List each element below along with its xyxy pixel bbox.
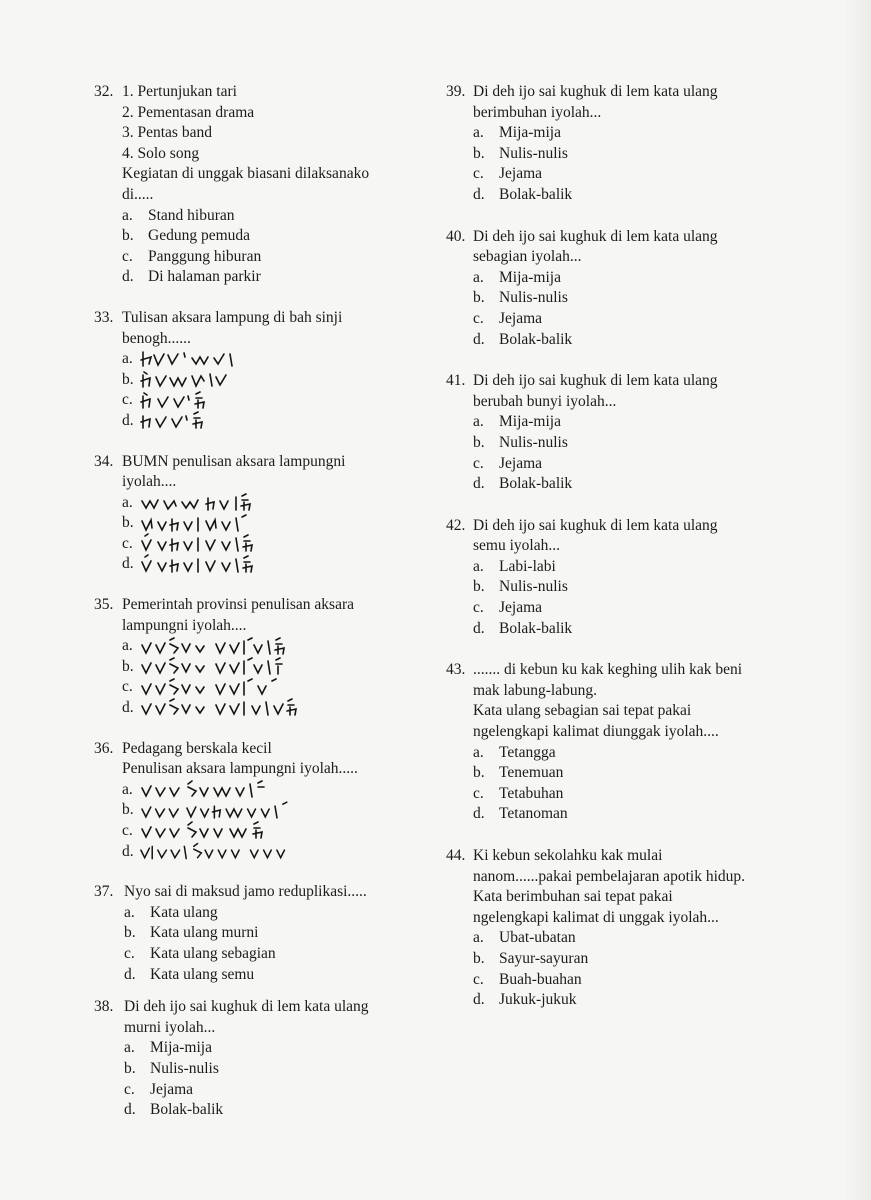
option-letter: c. bbox=[473, 784, 484, 802]
answer-option bbox=[122, 677, 394, 698]
option-text: Ubat-ubatan bbox=[499, 929, 576, 947]
option-letter: c. bbox=[122, 678, 133, 696]
option-letter: c. bbox=[473, 454, 484, 472]
answer-option bbox=[122, 267, 394, 288]
option-letter: d. bbox=[124, 1101, 136, 1119]
lampung-script-handwriting bbox=[139, 841, 394, 863]
lampung-script-handwriting bbox=[140, 800, 394, 822]
question-number: 39. bbox=[446, 83, 466, 100]
option-letter: d. bbox=[122, 842, 134, 860]
lampung-script-handwriting bbox=[140, 492, 300, 514]
answer-option bbox=[122, 636, 394, 657]
answer-option bbox=[473, 164, 746, 185]
answer-option bbox=[122, 780, 394, 801]
option-text: Mija-mija bbox=[150, 1039, 212, 1057]
left-column bbox=[94, 80, 394, 1121]
answer-option bbox=[122, 513, 394, 534]
answer-option bbox=[473, 309, 746, 330]
option-letter: b. bbox=[122, 657, 134, 675]
answer-option bbox=[473, 433, 746, 454]
lampung-script-handwriting bbox=[140, 697, 370, 719]
lampung-script-handwriting bbox=[140, 820, 380, 842]
option-text: Jukuk-jukuk bbox=[499, 991, 577, 1009]
question-number: 32. bbox=[94, 83, 114, 100]
lampung-script-handwriting bbox=[140, 390, 270, 412]
option-text: Bolak-balik bbox=[499, 619, 573, 637]
option-letter: d. bbox=[122, 268, 134, 286]
option-text: Bolak-balik bbox=[499, 185, 573, 203]
option-letter: a. bbox=[473, 743, 484, 761]
option-text: Nulis-nulis bbox=[499, 433, 568, 451]
option-letter: b. bbox=[122, 801, 134, 819]
answer-option bbox=[122, 842, 394, 863]
answer-option bbox=[473, 804, 746, 825]
answer-option bbox=[124, 944, 394, 965]
option-letter: c. bbox=[122, 822, 133, 839]
option-text: Tetanoman bbox=[499, 805, 568, 823]
lampung-script-handwriting bbox=[140, 533, 300, 555]
answer-option bbox=[473, 784, 746, 805]
question-39 bbox=[446, 82, 746, 206]
question-number: 37. bbox=[94, 883, 114, 901]
option-text: Di halaman parkir bbox=[148, 268, 261, 286]
answer-option bbox=[473, 619, 746, 640]
option-letter: c. bbox=[124, 1080, 135, 1098]
option-text: Buah-buahan bbox=[499, 970, 582, 988]
answer-option bbox=[473, 144, 746, 165]
option-text: Nulis-nulis bbox=[150, 1059, 219, 1077]
question-38 bbox=[94, 997, 394, 1121]
list-item: 1. Pertunjukan tari bbox=[122, 83, 237, 100]
answer-option bbox=[122, 534, 394, 555]
answer-option bbox=[473, 185, 746, 206]
option-letter: c. bbox=[473, 599, 484, 617]
option-letter: d. bbox=[473, 619, 485, 637]
answer-option bbox=[473, 454, 746, 475]
option-letter: b. bbox=[124, 1059, 136, 1077]
option-letter: b. bbox=[473, 764, 485, 782]
lampung-script-handwriting bbox=[140, 656, 370, 678]
option-letter: b. bbox=[473, 144, 485, 162]
answer-option bbox=[122, 411, 394, 432]
question-stem: Tulisan aksara lampung di bah sinji benogh...... bbox=[122, 308, 343, 347]
answer-option bbox=[124, 903, 394, 924]
page-edge-shadow bbox=[843, 0, 871, 1200]
answer-option bbox=[124, 1038, 394, 1059]
answer-option bbox=[122, 698, 394, 719]
option-letter: b. bbox=[473, 578, 485, 596]
answer-option bbox=[124, 1059, 394, 1080]
list-item: 2. Pementasan drama bbox=[122, 103, 255, 121]
option-letter: a. bbox=[124, 1039, 135, 1057]
question-stem: Kegiatan di unggak biasani dilaksanako di..... bbox=[122, 165, 370, 203]
option-letter: c. bbox=[473, 309, 484, 327]
option-letter: c. bbox=[473, 165, 484, 183]
option-letter: d. bbox=[473, 805, 485, 823]
answer-option bbox=[122, 493, 394, 514]
option-letter: b. bbox=[473, 433, 485, 451]
option-text: Kata ulang bbox=[150, 903, 218, 921]
question-number: 43. bbox=[446, 661, 466, 679]
option-text: Gedung pemuda bbox=[148, 227, 251, 245]
option-text: Jejama bbox=[499, 599, 543, 617]
option-letter: a. bbox=[124, 903, 135, 921]
option-text: Mija-mija bbox=[499, 268, 561, 286]
answer-option bbox=[122, 226, 394, 247]
option-letter: a. bbox=[473, 557, 484, 575]
answer-option bbox=[122, 206, 394, 227]
option-text: Nulis-nulis bbox=[499, 289, 568, 307]
option-letter: b. bbox=[124, 924, 136, 942]
option-text: Panggung hiburan bbox=[148, 247, 262, 265]
question-33 bbox=[94, 308, 394, 432]
option-text: Jejama bbox=[499, 454, 543, 472]
option-letter: a. bbox=[122, 780, 133, 798]
answer-option bbox=[124, 1100, 394, 1121]
option-text: Bolak-balik bbox=[499, 330, 573, 348]
option-text: Jejama bbox=[499, 309, 543, 327]
lampung-script-handwriting bbox=[140, 779, 380, 801]
question-number: 42. bbox=[446, 516, 466, 534]
question-stem: Di deh ijo sai kughuk di lem kata ulang murni iyolah... bbox=[124, 998, 369, 1036]
lampung-script-handwriting bbox=[140, 636, 370, 658]
question-35 bbox=[94, 595, 394, 719]
option-text: Kata ulang semu bbox=[150, 965, 255, 983]
option-text: Bolak-balik bbox=[499, 475, 573, 493]
answer-option bbox=[473, 123, 746, 144]
question-number: 40. bbox=[446, 227, 466, 245]
option-letter: c. bbox=[122, 247, 133, 265]
option-text: Tetabuhan bbox=[499, 784, 564, 802]
option-letter: a. bbox=[122, 206, 133, 224]
option-letter: b. bbox=[122, 227, 134, 245]
option-letter: d. bbox=[473, 475, 485, 493]
question-41 bbox=[446, 371, 746, 495]
option-text: Bolak-balik bbox=[150, 1101, 224, 1119]
option-letter: d. bbox=[473, 185, 485, 203]
option-letter: a. bbox=[122, 493, 133, 511]
question-number: 35. bbox=[94, 596, 114, 614]
answer-option bbox=[473, 970, 746, 991]
question-number: 34. bbox=[94, 452, 114, 470]
option-letter: c. bbox=[473, 970, 484, 988]
right-column bbox=[446, 80, 746, 1011]
question-number: 38. bbox=[94, 998, 114, 1016]
option-text: Stand hiburan bbox=[148, 206, 235, 224]
option-letter: c. bbox=[122, 534, 133, 552]
option-text: Sayur-sayuran bbox=[499, 949, 589, 967]
answer-option bbox=[473, 598, 746, 619]
answer-option bbox=[473, 412, 746, 433]
answer-option bbox=[124, 923, 394, 944]
option-letter: b. bbox=[473, 289, 485, 307]
option-letter: a. bbox=[473, 929, 484, 947]
list-item: 3. Pentas band bbox=[122, 124, 212, 142]
question-stem: BUMN penulisan aksara lampungni iyolah.... bbox=[122, 452, 346, 491]
question-stem: Di deh ijo sai kughuk di lem kata ulang berimbuhan iyolah... bbox=[473, 83, 718, 121]
answer-option bbox=[122, 349, 394, 370]
answer-option bbox=[473, 268, 746, 289]
option-letter: d. bbox=[122, 411, 134, 429]
option-letter: d. bbox=[122, 699, 134, 717]
answer-option bbox=[122, 390, 394, 411]
option-text: Tetangga bbox=[499, 743, 556, 761]
question-stem: Pemerintah provinsi penulisan aksara lampungni iyolah.... bbox=[122, 596, 355, 634]
option-text: Jejama bbox=[499, 165, 543, 183]
answer-option bbox=[124, 1080, 394, 1101]
question-42 bbox=[446, 516, 746, 640]
answer-option bbox=[122, 370, 394, 391]
question-number: 41. bbox=[446, 372, 466, 390]
answer-option bbox=[122, 554, 394, 575]
option-letter: d. bbox=[122, 555, 134, 573]
option-letter: a. bbox=[122, 637, 133, 655]
answer-option bbox=[473, 330, 746, 351]
option-letter: b. bbox=[122, 370, 134, 388]
option-letter: a. bbox=[473, 124, 484, 142]
question-stem: Ki kebun sekolahku kak mulai nanom......pakai pembelajaran apotik hidup. Kata berimbuhan sai tepat pakai ngelengkapi kalimat di unggak iyolah... bbox=[473, 847, 746, 926]
lampung-script-handwriting bbox=[140, 513, 300, 535]
question-number: 44. bbox=[446, 847, 466, 864]
lampung-script-handwriting bbox=[140, 554, 300, 576]
list-item: 4. Solo song bbox=[122, 144, 200, 162]
lampung-script-handwriting bbox=[140, 369, 270, 391]
question-44 bbox=[446, 846, 746, 1011]
question-stem: Pedagang berskala kecil Penulisan aksara lampungni iyolah..... bbox=[122, 739, 358, 778]
answer-option bbox=[124, 965, 394, 986]
lampung-script-handwriting bbox=[140, 348, 270, 370]
option-text: Kata ulang murni bbox=[150, 924, 259, 942]
question-32 bbox=[94, 82, 394, 288]
option-letter: d. bbox=[473, 991, 485, 1009]
question-34 bbox=[94, 452, 394, 576]
option-text: Labi-labi bbox=[499, 557, 556, 575]
answer-option bbox=[122, 800, 394, 821]
option-text: Jejama bbox=[150, 1080, 194, 1098]
option-letter: d. bbox=[124, 965, 136, 983]
question-stem: Di deh ijo sai kughuk di lem kata ulang sebagian iyolah... bbox=[473, 227, 718, 266]
option-letter: a. bbox=[473, 413, 484, 431]
question-40 bbox=[446, 227, 746, 351]
answer-option bbox=[473, 474, 746, 495]
option-text: Kata ulang sebagian bbox=[150, 944, 276, 962]
answer-option bbox=[473, 990, 746, 1011]
option-text: Nulis-nulis bbox=[499, 144, 568, 162]
question-stem: ....... di kebun ku kak keghing ulih kak beni mak labung-labung. Kata ulang sebagian sai tepat pakai ngelengkapi kalimat diunggak iyolah.... bbox=[473, 661, 743, 741]
answer-option bbox=[473, 288, 746, 309]
option-letter: d. bbox=[473, 330, 485, 348]
answer-option bbox=[473, 557, 746, 578]
question-43 bbox=[446, 660, 746, 825]
option-letter: c. bbox=[124, 944, 135, 962]
option-text: Nulis-nulis bbox=[499, 578, 568, 596]
option-text: Mija-mija bbox=[499, 413, 561, 431]
question-stem: Nyo sai di maksud jamo reduplikasi..... bbox=[124, 883, 367, 901]
answer-option bbox=[473, 928, 746, 949]
question-37 bbox=[94, 882, 394, 985]
question-number: 33. bbox=[94, 308, 114, 326]
answer-option bbox=[122, 657, 394, 678]
option-text: Tenemuan bbox=[499, 764, 564, 782]
question-stem: Di deh ijo sai kughuk di lem kata ulang semu iyolah... bbox=[473, 516, 718, 555]
question-36 bbox=[94, 739, 394, 863]
option-letter: b. bbox=[122, 514, 134, 532]
answer-option bbox=[122, 247, 394, 268]
lampung-script-handwriting bbox=[140, 410, 270, 432]
answer-option bbox=[473, 577, 746, 598]
answer-option bbox=[473, 743, 746, 764]
option-letter: a. bbox=[473, 268, 484, 286]
option-letter: a. bbox=[122, 350, 133, 368]
answer-option bbox=[122, 821, 394, 842]
answer-option bbox=[473, 949, 746, 970]
question-stem: Di deh ijo sai kughuk di lem kata ulang berubah bunyi iyolah... bbox=[473, 372, 718, 410]
option-letter: c. bbox=[122, 391, 133, 409]
question-number: 36. bbox=[94, 739, 114, 757]
option-letter: b. bbox=[473, 949, 485, 967]
answer-option bbox=[473, 763, 746, 784]
option-text: Mija-mija bbox=[499, 124, 561, 142]
lampung-script-handwriting bbox=[140, 677, 370, 699]
